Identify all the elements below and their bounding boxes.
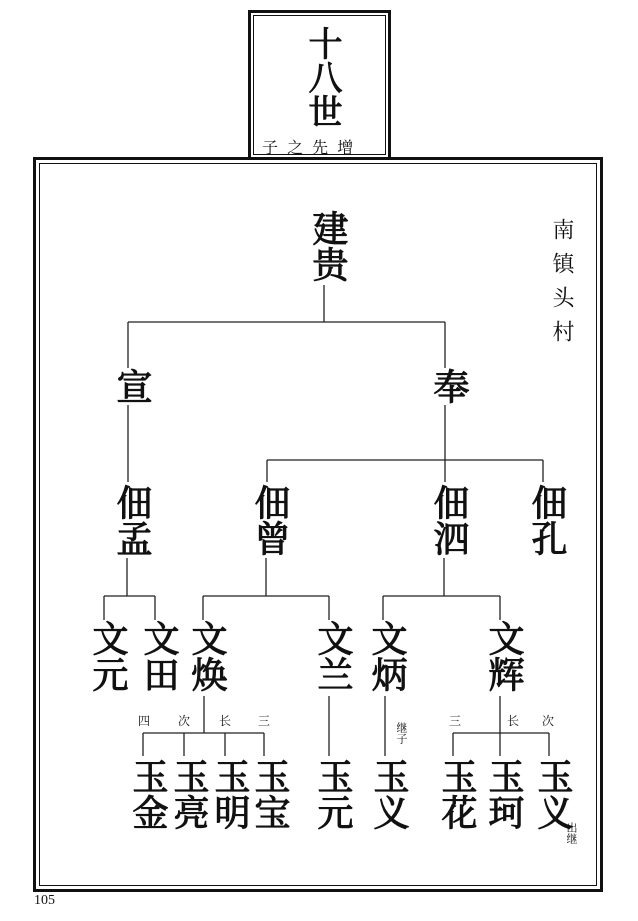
rank-label: 次	[178, 714, 191, 728]
node-yuhua: 玉花	[436, 758, 478, 830]
node-yuming: 玉明	[209, 758, 251, 830]
adopted-note: 继子	[395, 722, 408, 744]
node-yujin: 玉金	[127, 758, 169, 830]
rank-label: 次	[542, 714, 555, 728]
village-note: 南镇头村	[549, 218, 574, 354]
rank-label: 长	[507, 714, 520, 728]
node-wenlan: 文兰	[312, 620, 354, 692]
node-tianmeng: 佃孟	[111, 484, 153, 556]
generation-title: 十八世	[302, 26, 342, 128]
node-yuliang: 玉亮	[168, 758, 210, 830]
node-jiangui: 建贵	[307, 210, 349, 282]
adopted-out-note: 出继	[565, 822, 578, 844]
header-subtitle: 子 之 先 增	[262, 138, 356, 157]
rank-label: 三	[258, 714, 271, 728]
node-tianceng: 佃曾	[249, 484, 291, 556]
node-yuke: 玉珂	[483, 758, 525, 830]
page-number: 105	[34, 893, 55, 908]
rank-label: 四	[138, 714, 151, 728]
node-xuan: 宣	[111, 368, 153, 404]
node-wenhui: 文辉	[483, 620, 525, 692]
node-yuyi-hui: 玉义	[532, 758, 574, 830]
node-wenyuan: 文元	[87, 620, 129, 692]
rank-label: 三	[449, 714, 462, 728]
node-tiankong: 佃孔	[526, 484, 568, 556]
node-feng: 奉	[428, 368, 470, 404]
node-yubao: 玉宝	[249, 758, 291, 830]
node-tiansi: 佃泗	[428, 484, 470, 556]
node-wenbing: 文炳	[366, 620, 408, 692]
node-wenhuan: 文焕	[186, 620, 228, 692]
node-yuyuan: 玉元	[312, 758, 354, 830]
rank-label: 长	[219, 714, 232, 728]
node-wentian: 文田	[138, 620, 180, 692]
node-yuyi-bing: 玉义	[368, 758, 410, 830]
